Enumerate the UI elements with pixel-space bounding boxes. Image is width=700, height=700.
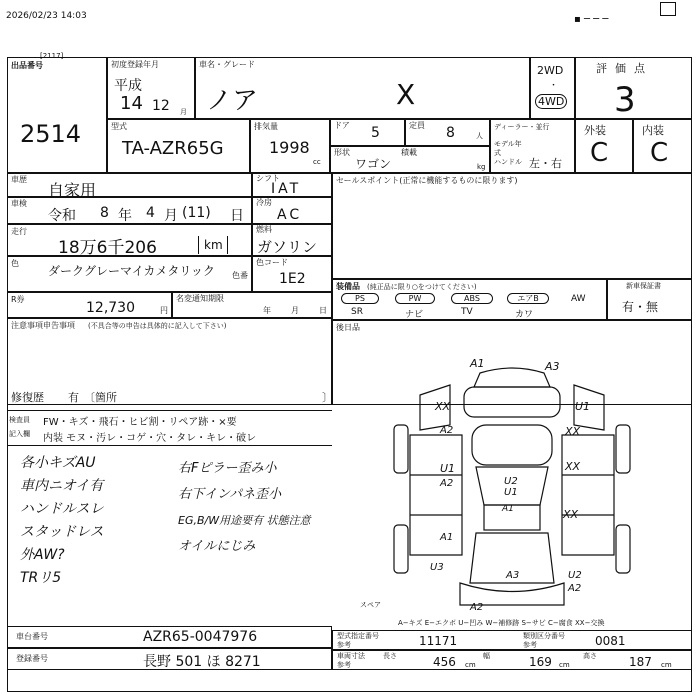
displacement-value: 1998	[269, 138, 310, 157]
mark-a2-3: A2	[568, 583, 582, 594]
interior-label: 内装	[642, 124, 664, 137]
handwritten-notes-left	[20, 452, 104, 590]
mark-a3-front: A3	[545, 360, 560, 373]
color-value: ダークグレーマイカメタリック	[48, 264, 215, 278]
equip-ps: PS	[341, 293, 379, 304]
corner-mark	[660, 2, 676, 16]
recycle-unit: 円	[160, 306, 168, 315]
interior-grade: C	[650, 138, 669, 168]
color-code-value: 1E2	[279, 271, 306, 287]
displacement-label: 排気量	[254, 122, 278, 131]
repair-value: 有	[68, 391, 79, 404]
inspector-box	[7, 410, 332, 446]
capacity-label: 定員	[409, 121, 425, 130]
equipment-sub: (純正品に限り○をつけてください)	[367, 283, 477, 291]
type-cert-box	[332, 630, 692, 650]
mark-u3: U3	[430, 562, 444, 573]
inspection-month: 4	[146, 205, 155, 221]
scan-mark: ▪ ─ ─ ─	[574, 14, 609, 25]
history-box	[7, 173, 252, 200]
doors-value: 5	[371, 125, 380, 141]
first-registration	[107, 57, 195, 119]
hw-left-2: 車内ニオイ有	[20, 478, 104, 494]
capacity-box	[405, 119, 490, 146]
timestamp: 2026/02/23 14:03	[6, 11, 87, 21]
chassis-box	[7, 626, 332, 648]
mark-u1-2: U1	[440, 462, 456, 475]
mark-a1-mid: A1	[502, 504, 514, 514]
equip-sr: SR	[351, 307, 363, 317]
width-value: 169	[529, 655, 552, 669]
car-name-box	[195, 57, 530, 119]
name-change-y: 年	[263, 306, 271, 315]
hw-left-4: スタッドレス	[20, 524, 104, 540]
mark-u1-1: U1	[575, 400, 591, 413]
displacement-unit: cc	[313, 158, 321, 166]
mileage-box	[7, 224, 252, 256]
mark-xx-3: XX	[565, 460, 581, 473]
repair-close: 〕	[322, 391, 333, 404]
color-code-label: 色コード	[256, 258, 288, 267]
aircon-value: AC	[277, 207, 303, 223]
fuel-label: 燃料	[256, 225, 272, 234]
type-cert-label: 型式指定番号	[337, 632, 379, 640]
body-type-box	[330, 146, 490, 173]
mark-xx-1: XX	[435, 400, 451, 413]
name-change-box	[172, 292, 332, 318]
mileage-value: 18万6千206	[58, 238, 157, 258]
equipment-box	[332, 279, 607, 320]
category-value: 0081	[595, 634, 626, 648]
name-change-m: 月	[291, 306, 299, 315]
equip-abs: ABS	[451, 293, 493, 304]
equip-navi: ナビ	[405, 310, 424, 320]
aircon-box	[252, 197, 332, 224]
plate-box	[7, 648, 332, 670]
handwritten-notes-right	[178, 456, 311, 560]
dealer-label: ディーラー・並行	[494, 123, 550, 131]
inspector-label: 検査員	[9, 416, 30, 424]
mark-a1-front: A1	[470, 357, 485, 370]
inspection-day-unit: 日	[230, 208, 244, 224]
notes-box	[7, 318, 332, 405]
capacity-unit: 人	[476, 132, 483, 140]
height-value: 187	[629, 655, 652, 669]
inspection-day: (11)	[182, 205, 211, 221]
mark-u2-2: U2	[568, 570, 582, 581]
inspection-label: 車検	[11, 199, 27, 208]
shift-label: シフト	[256, 174, 280, 183]
repair-bracket: 〔箇所	[84, 391, 117, 404]
first-reg-year: 14	[120, 93, 143, 114]
inspector-line2: 内装 モヌ・汚レ・コゲ・穴・タレ・キレ・破レ	[43, 433, 257, 444]
equip-tv: TV	[461, 307, 473, 317]
model-label: 型式	[111, 122, 127, 131]
interior-box	[633, 119, 692, 173]
name-change-d: 日	[319, 306, 327, 315]
car-name: ノア	[206, 86, 259, 116]
body-type-label: 形状	[334, 148, 350, 157]
category-ref: 参考	[523, 641, 537, 649]
drive-box	[530, 57, 575, 119]
warranty-label: 新車保証書	[626, 282, 661, 290]
notes-sub: (不具合等の申告は具体的に記入して下さい)	[88, 322, 227, 330]
displacement-box	[250, 119, 330, 173]
width-unit: cm	[559, 661, 570, 669]
fuel-value: ガソリン	[257, 238, 318, 256]
model-box	[107, 119, 250, 173]
first-reg-label: 初度登録年月	[111, 60, 159, 69]
hw-right-4: オイルにじみ	[178, 539, 256, 554]
inspection-box	[7, 197, 252, 224]
doors-box	[330, 119, 405, 146]
hw-right-2: 右下インパネ歪小	[178, 487, 282, 502]
score-label: 評価点	[596, 62, 653, 75]
recycle-box	[7, 292, 172, 318]
notes-label: 注意事項申告事項	[11, 321, 75, 330]
sales-point-box	[332, 173, 692, 279]
lot-number: 2514	[20, 120, 82, 148]
shift-value: IAT	[271, 181, 302, 197]
hw-left-1: 各小キズAU	[20, 455, 96, 471]
lot-code: [2117]	[40, 52, 64, 60]
history-label: 車歴	[11, 175, 27, 184]
mark-a1-2: A1	[440, 532, 454, 543]
inspection-year: 8	[100, 205, 109, 221]
inspector-line1: FW・キズ・飛石・ヒビ割・リペア跡・×要	[43, 417, 237, 428]
dims-label: 車両寸法	[337, 652, 365, 660]
inspector-label2: 記入欄	[9, 430, 30, 438]
fuel-box	[252, 224, 332, 256]
score-value: 3	[614, 80, 636, 120]
color-box	[7, 256, 252, 292]
weight-unit: kg	[477, 163, 486, 171]
drive-4wd-circled: 4WD	[535, 94, 567, 109]
car-grade: X	[396, 78, 416, 111]
height-unit: cm	[661, 661, 672, 669]
equip-pw: PW	[395, 293, 435, 304]
equip-airbag: エアB	[507, 293, 549, 304]
chassis-label: 車台番号	[16, 632, 48, 641]
exterior-label: 外装	[584, 124, 606, 137]
inspection-era: 令和	[48, 208, 76, 224]
mark-a2-1: A2	[440, 425, 454, 436]
dims-ref: 参考	[337, 661, 351, 669]
hw-left-6: TRリ5	[20, 570, 62, 586]
car-name-label: 車名・グレード	[199, 60, 255, 69]
repair-label: 修復歴	[11, 391, 44, 404]
exterior-grade: C	[590, 138, 609, 168]
hw-right-3: EG,B/W用途要有 状態注意	[178, 514, 311, 527]
model-value: TA-AZR65G	[122, 138, 224, 159]
inspection-month-unit: 月	[164, 208, 178, 224]
body-type-value: ワゴン	[355, 157, 392, 171]
mark-a3-rear: A3	[506, 570, 520, 581]
mileage-unit: km	[204, 238, 223, 252]
shift-box	[252, 173, 332, 197]
lot-label: 出品番号	[11, 61, 43, 70]
mark-a2-2: A2	[440, 478, 454, 489]
drive-2wd: 2WD	[537, 64, 564, 77]
mark-xx-4: XX	[563, 508, 579, 521]
type-cert-value: 11171	[419, 634, 458, 648]
recycle-value: 12,730	[86, 300, 135, 316]
length-unit: cm	[465, 661, 476, 669]
mark-u2-1: U2	[504, 476, 518, 487]
after-items-label: 後日品	[336, 323, 360, 332]
equip-leather: カワ	[515, 310, 534, 320]
inspection-year-unit: 年	[118, 208, 132, 224]
color-label: 色	[11, 259, 19, 268]
color-number-label: 色番	[232, 271, 248, 280]
handle-label: ハンドル	[494, 158, 522, 166]
mark-a2-rear: A2	[470, 602, 484, 613]
handle-value: 左・右	[529, 157, 562, 170]
damage-legend: A−キズ E−エクボ U−凹み W−補修跡 S−サビ C−腐食 XX−交換	[398, 619, 605, 627]
chassis-value: AZR65-0047976	[143, 629, 258, 645]
equipment-label: 装備品	[336, 282, 360, 291]
capacity-value: 8	[446, 125, 455, 141]
drive-dot: ・	[549, 81, 559, 91]
weight-label: 積載	[401, 148, 417, 157]
hw-right-1: 右Fピラー歪み小	[178, 461, 277, 476]
warranty-value: 有・無	[622, 300, 659, 314]
model-year-label: モデル年式	[494, 140, 522, 157]
dimensions-box	[332, 650, 692, 670]
warranty-box	[607, 279, 692, 320]
length-value: 456	[433, 655, 456, 669]
dealer-box	[490, 119, 575, 173]
type-cert-ref: 参考	[337, 641, 351, 649]
height-label: 高さ	[583, 652, 597, 660]
exterior-box	[575, 119, 633, 173]
first-reg-era: 平成	[114, 78, 142, 94]
hw-left-3: ハンドルスレ	[20, 501, 104, 517]
color-code-box	[252, 256, 332, 292]
spare-label: スペア	[360, 601, 381, 609]
mileage-label: 走行	[11, 227, 27, 236]
plate-value: 長野 501 ほ 8271	[143, 654, 261, 670]
aircon-label: 冷房	[256, 198, 272, 207]
history-value: 自家用	[48, 181, 97, 200]
plate-label: 登録番号	[16, 654, 48, 663]
recycle-label: R券	[11, 295, 25, 304]
length-label: 長さ	[383, 652, 397, 660]
lot-box	[7, 52, 107, 173]
mark-u1-3: U1	[504, 487, 518, 498]
hw-left-5: 外AW?	[20, 547, 65, 563]
first-reg-month-unit: 月	[180, 108, 187, 116]
category-label: 類別区分番号	[523, 632, 565, 640]
doors-label: ドア	[334, 121, 350, 130]
name-change-label: 名変通知期限	[176, 294, 224, 303]
equip-aw: AW	[571, 294, 586, 304]
first-reg-month: 12	[152, 98, 170, 114]
width-label: 幅	[483, 652, 490, 660]
mark-xx-2: XX	[565, 425, 581, 438]
sales-point-label: セールスポイント(正常に機能するものに限ります)	[336, 176, 518, 185]
score-box	[575, 57, 692, 119]
